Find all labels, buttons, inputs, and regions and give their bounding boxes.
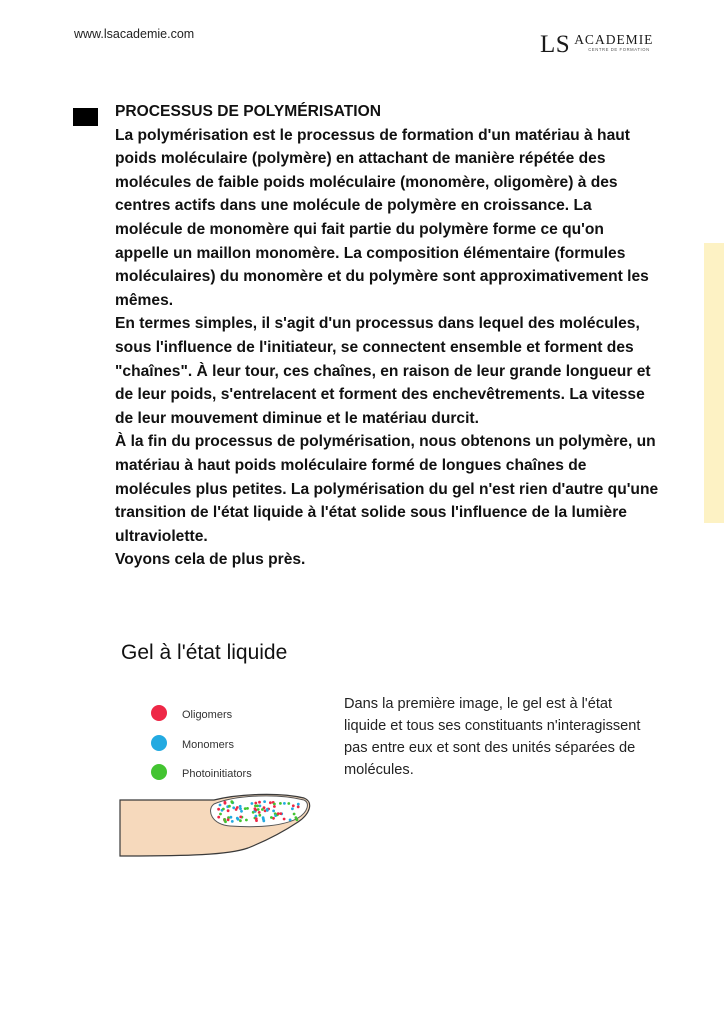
gel-molecule-dot xyxy=(239,807,242,810)
gel-molecule-dot xyxy=(239,805,242,808)
gel-molecule-dot xyxy=(262,820,265,823)
gel-molecule-dot xyxy=(223,818,226,821)
logo-academie-text: ACADEMIE xyxy=(574,32,654,47)
gel-molecule-dot xyxy=(245,819,248,822)
gel-molecule-dot xyxy=(297,806,300,809)
gel-molecule-dot xyxy=(219,804,222,807)
gel-molecule-dot xyxy=(295,816,298,819)
gel-molecule-dot xyxy=(219,813,222,816)
gel-molecule-dot xyxy=(272,810,275,813)
gel-molecule-dot xyxy=(254,802,257,805)
paragraph-definition: La polymérisation est le processus de formation d'un matériau à haut poids moléculaire (polymère) en attachant de manière répétée des molécules de faible poids moléculaire (monomère, oligomère) à des centres actifs dans une molécule de polymère en croissance. La molécule de monomère qui fait partie du polymère forme ce qu'on appelle un maillon monomère. La composition élémentaire (formules moléculaires) du monomère et du polymère sont approximativement les mêmes. xyxy=(115,126,649,309)
gel-molecule-dot xyxy=(293,813,296,816)
gel-molecule-dot xyxy=(279,812,282,815)
gel-molecule-dot xyxy=(224,802,227,805)
gel-molecule-dot xyxy=(297,803,300,806)
gel-molecule-dot xyxy=(283,818,286,821)
gel-molecule-dot xyxy=(257,808,260,811)
gel-molecule-dot xyxy=(230,816,233,819)
gel-molecule-dot xyxy=(287,802,290,805)
gel-molecule-dot xyxy=(266,809,269,812)
paragraph-simple-terms: En termes simples, il s'agit d'un processus dans lequel des molécules, sous l'influence de l'initiateur, se connectent ensemble et forment des "chaînes". À leur tour, ces chaînes, en raison de leur grande longueur et de leur poids, s'entrelacent et forment des enchevêtrements. La vitesse de leur mouvement diminue et le matériau durcit. xyxy=(115,315,651,427)
gel-molecule-dot xyxy=(273,803,276,806)
gel-molecule-dot xyxy=(236,806,239,809)
paragraph-closing: Voyons cela de plus près. xyxy=(115,551,306,569)
liquid-gel-description xyxy=(344,693,644,781)
gel-molecule-dot xyxy=(232,806,235,809)
gel-molecule-dot xyxy=(261,808,264,811)
gel-molecule-dot xyxy=(228,805,231,808)
gel-molecule-dot xyxy=(269,801,272,804)
liquid-gel-heading: Gel à l'état liquide xyxy=(121,641,288,664)
gel-molecule-dot xyxy=(227,809,230,812)
gel-molecule-dot xyxy=(258,801,261,804)
gel-molecule-dot xyxy=(222,808,225,811)
polymerization-section xyxy=(115,100,660,572)
decorative-side-bar xyxy=(704,243,724,523)
gel-molecule-dot xyxy=(277,812,280,815)
gel-molecule-dot xyxy=(231,820,234,823)
gel-molecule-dot xyxy=(255,819,258,822)
ls-academie-logo xyxy=(540,32,653,58)
gel-molecule-dot xyxy=(239,819,242,822)
gel-molecule-dot xyxy=(273,805,276,808)
gel-molecule-dot xyxy=(263,800,266,803)
gel-molecule-dot xyxy=(236,817,239,820)
gel-molecule-dot xyxy=(259,805,262,808)
section-title: PROCESSUS DE POLYMÉRISATION xyxy=(115,103,382,120)
gel-molecule-dot xyxy=(217,816,220,819)
gel-molecule-dot xyxy=(289,819,292,822)
gel-molecule-dot xyxy=(291,807,294,810)
gel-molecule-dot xyxy=(244,807,247,810)
gel-molecule-dot xyxy=(230,800,233,803)
website-url: www.lsacademie.com xyxy=(74,27,195,41)
gel-molecule-dot xyxy=(258,814,261,817)
logo-subtitle: CENTRE DE FORMATION xyxy=(588,47,650,52)
gel-molecule-dot xyxy=(255,815,258,818)
oligomers-legend-dot xyxy=(151,705,167,721)
monomers-legend-label: Monomers xyxy=(182,739,234,751)
logo-ls-text: LS xyxy=(540,31,571,58)
gel-molecule-dot xyxy=(254,807,257,810)
description-text: Dans la première image, le gel est à l'état liquide et tous ses constituants n'interagissent pas entre eux et sont des unités séparées de molécules. xyxy=(344,696,641,778)
gel-molecule-dot xyxy=(279,802,282,805)
gel-molecule-dot xyxy=(240,810,243,813)
gel-molecule-dot xyxy=(283,802,286,805)
monomers-legend-dot xyxy=(151,735,167,751)
gel-molecule-dot xyxy=(239,816,242,819)
gel-molecule-dot xyxy=(256,805,259,808)
gel-molecule-dot xyxy=(251,802,254,805)
gel-molecule-dot xyxy=(217,808,220,811)
gel-molecule-dot xyxy=(227,818,230,821)
paragraph-result: À la fin du processus de polymérisation, nous obtenons un polymère, un matériau à haut poids moléculaire formé de longues chaînes de molécules plus petites. La polymérisation du gel n'est rien d'autre qu'une transition de l'état liquide à l'état solide sous l'influence de la lumière ultraviolette. xyxy=(115,433,659,545)
liquid-gel-illustration xyxy=(118,690,318,862)
section-marker-square xyxy=(73,108,98,126)
gel-molecule-dot xyxy=(258,811,261,814)
photoinitiators-legend-label: Photoinitiators xyxy=(182,768,252,780)
photoinitiators-legend-dot xyxy=(151,764,167,780)
oligomers-legend-label: Oligomers xyxy=(182,709,233,721)
gel-molecule-dot xyxy=(292,804,295,807)
gel-molecule-dot xyxy=(270,816,273,819)
